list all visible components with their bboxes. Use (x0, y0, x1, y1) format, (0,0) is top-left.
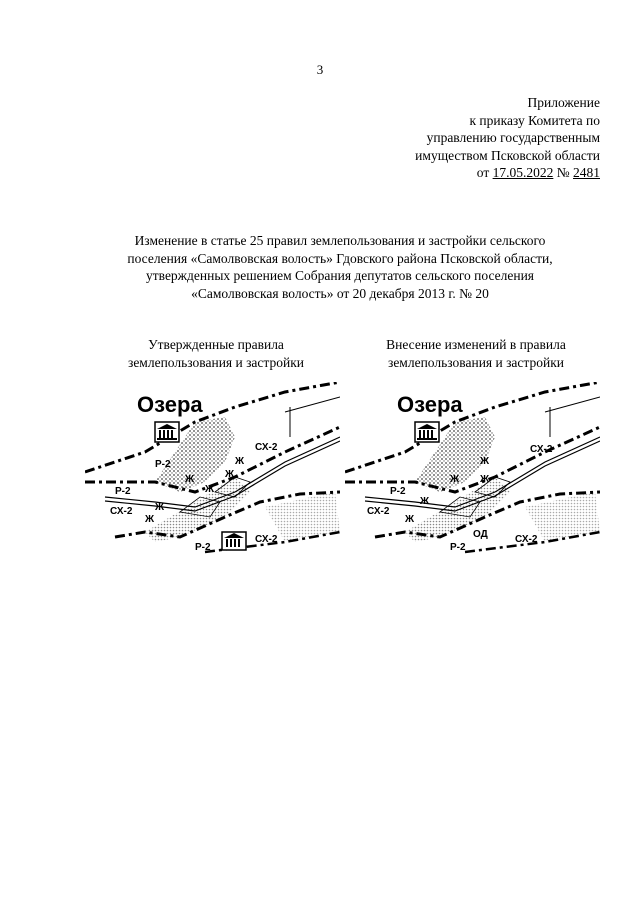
zone-label: Ж (480, 456, 490, 467)
map-approved (85, 382, 340, 557)
place-name: Озера (137, 392, 203, 417)
zone-label: Ж (185, 474, 195, 485)
zone-label: Ж (235, 456, 245, 467)
zone-label: Ж (205, 484, 215, 495)
right-map-caption (346, 336, 606, 371)
order-number-sign: № (556, 165, 570, 180)
title-line: утвержденных решением Собрания депутатов сельского поселения (146, 268, 534, 283)
zone-label: Ж (405, 514, 415, 525)
zone-label: Ж (145, 514, 155, 525)
appendix-line: управлению государственным (426, 130, 600, 145)
zone-label: СХ-2 (255, 534, 278, 545)
title-line: Изменение в статье 25 правил землепользования и застройки сельского (134, 233, 546, 248)
monument-icon (222, 532, 246, 550)
order-number: 2481 (573, 165, 600, 180)
title-line: «Самолвовская волость» от 20 декабря 2013 г. № 20 (191, 285, 489, 301)
caption-line: землепользования и застройки (387, 354, 564, 370)
zone-label: Ж (420, 496, 430, 507)
document-title (90, 232, 590, 302)
zone-label: ОД (473, 529, 488, 540)
order-prefix: от (476, 165, 490, 180)
monument-icon (155, 422, 179, 442)
caption-line: Внесение изменений в правила (386, 337, 566, 352)
zone-label: СХ-2 (367, 506, 390, 517)
zone-label: Р-2 (390, 486, 406, 497)
appendix-line: имуществом Псковской области (415, 147, 600, 163)
appendix-line: Приложение (527, 95, 600, 110)
map-amended (345, 382, 600, 557)
title-line: поселения «Самолвовская волость» Гдовского района Псковской области, (127, 250, 553, 266)
appendix-block (340, 94, 600, 182)
map-amended-drawing (345, 382, 600, 557)
page-number: 3 (316, 62, 324, 77)
order-reference (340, 164, 600, 182)
zone-label: Ж (155, 502, 165, 513)
zone-label: Р-2 (450, 542, 466, 553)
order-date: 17.05.2022 (492, 165, 554, 180)
zone-label: СХ-2 (110, 506, 133, 517)
zone-label: Ж (480, 474, 490, 485)
zone-label: СХ-2 (255, 442, 278, 453)
zone-label: СХ-2 (530, 444, 553, 455)
monument-icon (415, 422, 439, 442)
map-approved-drawing (85, 382, 340, 557)
zone-label: Р-2 (195, 542, 211, 553)
zone-label: Р-2 (115, 486, 131, 497)
appendix-line: к приказу Комитета по (469, 112, 600, 128)
left-map-caption (86, 336, 346, 371)
road (285, 397, 340, 412)
zone-label: Ж (225, 469, 235, 480)
zone-label: Р-2 (155, 459, 171, 470)
caption-line: землепользования и застройки (127, 354, 304, 370)
road (545, 397, 600, 412)
caption-line: Утвержденные правила (148, 337, 284, 352)
zone-label: Ж (450, 474, 460, 485)
zone-label: СХ-2 (515, 534, 538, 545)
place-name: Озера (397, 392, 463, 417)
